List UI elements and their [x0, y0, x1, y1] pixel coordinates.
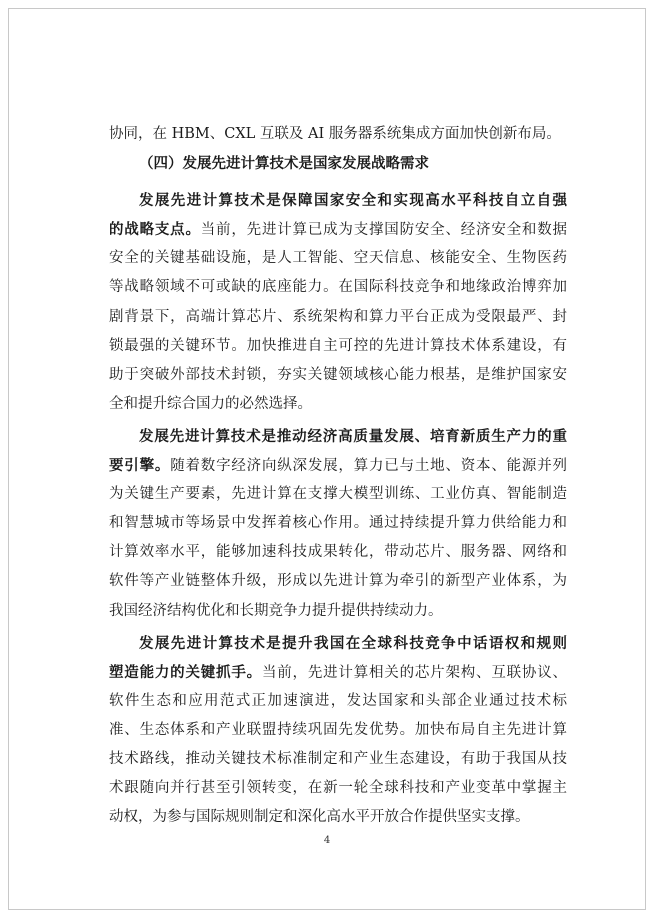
paragraph-line: [109, 332, 567, 361]
paragraph-line: [109, 186, 567, 215]
paragraph-line: [109, 509, 567, 538]
paragraph-line: [109, 745, 567, 774]
body-text: 计算效率水平，能够加速科技成果转化，带动芯片、服务器、网络和: [109, 544, 567, 561]
paragraph-line: [109, 273, 567, 302]
body-text: 动权，为参与国际规则制定和深化高水平开放合作提供坚实支撑。: [109, 809, 530, 826]
paragraph-line: [109, 390, 567, 419]
body-text: 技术路线，推动关键技术标准制定和产业生态建设，有助于我国从技: [109, 750, 567, 767]
paragraph-line: [109, 774, 567, 803]
paragraph-line: [109, 567, 567, 596]
body-text: 安全的关键基础设施，是人工智能、空天信息、核能安全、生物医药: [109, 250, 567, 267]
body-text: 当前，先进计算相关的芯片架构、互联协议、: [261, 664, 568, 681]
bold-lead-text: 塑造能力的关键抓手。: [109, 663, 262, 681]
body-text: 准、生态体系和产业联盟持续巩固先发优势。加快布局自主先进计算: [109, 721, 567, 738]
paragraph-line: [109, 597, 567, 626]
body-text: 为关键生产要素，先进计算在支撑大模型训练、工业仿真、智能制造: [109, 486, 567, 503]
paragraph: [109, 629, 567, 833]
section-heading: （四）发展先进计算技术是国家发展战略需求: [139, 155, 429, 173]
body-text: 我国经济结构优化和长期竞争力提升提供持续动力。: [109, 602, 443, 619]
document-body: [109, 120, 567, 832]
body-text: 剧背景下，高端计算芯片、系统架构和算力平台正成为受限最严、封: [109, 308, 567, 325]
bold-lead-text: 发展先进计算技术是推动经济高质量发展、培育新质生产力的重: [139, 427, 567, 445]
bold-lead-text: 发展先进计算技术是提升我国在全球科技竞争中话语权和规则: [139, 634, 567, 652]
paragraph: [109, 186, 567, 419]
paragraph-line: [109, 538, 567, 567]
paragraph-line: [109, 658, 567, 687]
paragraph-line: [109, 803, 567, 832]
bold-lead-text: 要引擎。: [109, 457, 171, 475]
paragraph-line: [109, 687, 567, 716]
paragraph: [109, 422, 567, 626]
paragraph-line: [109, 451, 567, 480]
paragraph-line: [109, 422, 567, 451]
paragraph-line: [109, 629, 567, 658]
body-text: 软件生态和应用范式正加速演进，发达国家和头部企业通过技术标: [109, 692, 567, 709]
body-text: 当前，先进计算已成为支撑国防安全、经济安全和数据: [200, 222, 568, 239]
page-number: 4: [323, 835, 331, 846]
intro-line: 协同，在 HBM、CXL 互联及 AI 服务器系统集成方面加快创新布局。: [109, 126, 561, 142]
body-text: 术跟随向并行甚至引领转变，在新一轮全球科技和产业变革中掌握主: [109, 780, 567, 797]
body-text: 锁最强的关键环节。加快推进自主可控的先进计算技术体系建设，有: [109, 337, 567, 354]
body-text: 全和提升综合国力的必然选择。: [109, 395, 312, 412]
document-page: [8, 8, 646, 910]
paragraph-line: [109, 361, 567, 390]
bold-lead-text: 发展先进计算技术是保障国家安全和实现高水平科技自立自强: [139, 192, 567, 210]
paragraph-line: [109, 303, 567, 332]
bold-lead-text: 的战略支点。: [109, 221, 201, 239]
body-text: 和智慧城市等场景中发挥着核心作用。通过持续提升算力供给能力和: [109, 515, 567, 532]
paragraph-line: [109, 480, 567, 509]
paragraph-line: [109, 244, 567, 273]
body-text: 随着数字经济向纵深发展，算力已与土地、资本、能源并列: [170, 458, 568, 475]
paragraphs: [109, 186, 567, 832]
body-text: 助于突破外部技术封锁，夯实关键领域核心能力根基，是维护国家安: [109, 366, 567, 383]
body-text: 软件等产业链整体升级，形成以先进计算为牵引的新型产业体系，为: [109, 573, 567, 590]
body-text: 等战略领域不可或缺的底座能力。在国际科技竞争和地缘政治博弈加: [109, 279, 567, 296]
paragraph-line: [109, 215, 567, 244]
paragraph-line: [109, 716, 567, 745]
